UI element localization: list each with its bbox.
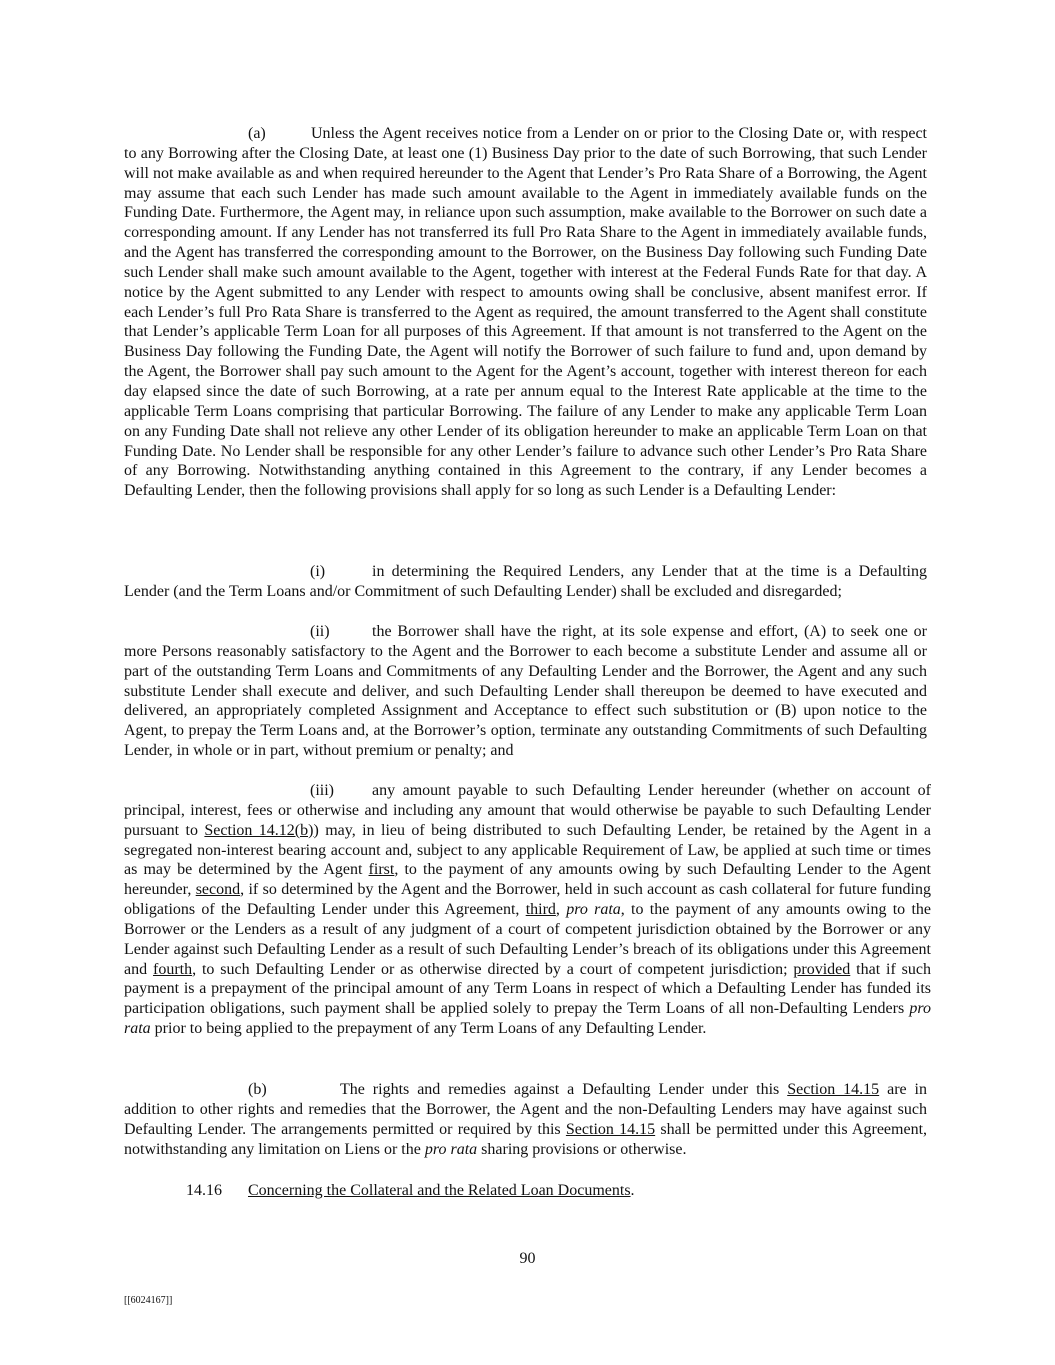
paragraph-iii bbox=[124, 781, 931, 1039]
paragraph-label: (a) bbox=[248, 125, 266, 142]
text: , bbox=[555, 901, 567, 919]
emphasis-second: second bbox=[195, 881, 241, 899]
text: are in addition to other rights and remedies that the Borrower, the Agent and the non-Defaulting Lenders may have against such Defaulting Lender. The arrangements permitted or required by this bbox=[124, 1081, 928, 1138]
text: , to the payment of any amounts owing to the Borrower or the Lenders as a result of any judgment of a court of competent jurisdiction obtained by the Borrower or any Lender against such Defaulting Lender as a result of such Defaulting Lender’s breach of its obligations under this Agreement and bbox=[124, 901, 932, 978]
section-title-period: . bbox=[630, 1182, 635, 1199]
section-reference: Section 14.15 bbox=[565, 1120, 656, 1138]
paragraph-text: the Borrower shall have the right, at its sole expense and effort, (A) to seek one or more Persons reasonably satisfactory to the Agent and the Borrower to each become a substitute Lender and assume all or part of the outstanding Term Loans and Commitments of any Defaulting Lender and the Borrower, the Agent and any such substitute Lender shall execute and deliver, and such Defaulting Lender shall thereupon be deemed to have executed and delivered, an appropriately completed Assignment and Acceptance to effect such substitution or (B) upon notice to the Agent, to prepay the Term Loans and, at the Borrower’s option, terminate any outstanding Commitments of such Defaulting Lender, in whole or in part, without premium or penalty; and bbox=[124, 623, 927, 760]
paragraph-label: (b) bbox=[248, 1081, 267, 1098]
emphasis-fourth: fourth bbox=[152, 960, 193, 978]
paragraph-b bbox=[124, 1080, 927, 1159]
text: , to the payment of any amounts owing by such Defaulting Lender to the Agent hereunder, bbox=[124, 861, 931, 899]
italic-pro-rata: pro rata bbox=[566, 901, 621, 919]
paragraph-text: Unless the Agent receives notice from a Lender on or prior to the Closing Date or, with respect to any Borrowing after the Closing Date, at least one (1) Business Day prior to the date of such Borrowing, that such Lender will not make available as and when required hereunder to the Agent that Lender’s Pro Rata Share of a Borrowing, the Agent may assume that each such Lender has made such amount available to the Agent in immediately available funds on the Funding Date. Furthermore, the Agent may, in reliance upon such assumption, make available to the Borrower on such date a corresponding amount. If any Lender has not transferred its full Pro Rata Share to the Agent in immediately available funds, and the Agent has transferred the corresponding amount to the Borrower, on the Business Day following such Funding Date such Lender shall make such amount available to the Agent, together with interest at the Federal Funds Rate for that day. A notice by the Agent submitted to any Lender with respect to amounts owing shall be conclusive, absent manifest error. If each Lender’s full Pro Rata Share is transferred to the Agent as required, the amount transferred to the Agent shall constitute that Lender’s applicable Term Loan for all purposes of this Agreement. If that amount is not transferred to the Agent on the Business Day following the Funding Date, the Agent will notify the Borrower of such failure to fund and, upon demand by the Agent, the Borrower shall pay such amount to the Agent for the Agent’s account, together with interest thereon for each day elapsed since the date of such Borrowing, at a rate per annum equal to the Interest Rate applicable at the time to the applicable Term Loans comprising that particular Borrowing. The failure of any Lender to make any applicable Term Loan on any Funding Date shall not relieve any other Lender of its obligation hereunder to make an applicable Term Loan on that Funding Date. No Lender shall be responsible for any other Lender’s failure to advance such other Lender’s Pro Rata Share of any Borrowing. Notwithstanding anything contained in this Agreement to the contrary, if any Lender becomes a Defaulting Lender, then the following provisions shall apply for so long as such Lender is a Defaulting Lender: bbox=[124, 125, 927, 500]
italic-pro-rata: pro rata bbox=[124, 1000, 931, 1038]
emphasis-first: first bbox=[368, 861, 395, 879]
section-title: Concerning the Collateral and the Related Loan Documents bbox=[248, 1182, 631, 1199]
text: ) may, in lieu of being distributed to such Defaulting Lender, be retained by the Agent in a segregated non-interest bearing account and, subject to any applicable Requirement of Law, be applied at such time or times as may be determined by the Agent bbox=[124, 821, 931, 879]
italic-pro-rata: pro rata bbox=[424, 1140, 478, 1158]
text: any amount payable to such Defaulting Lender hereunder (whether on account of principal, interest, fees or otherwise and including any amount that would otherwise be payable to such Defaulting Lender pursuant to bbox=[124, 782, 931, 839]
text: that if such payment is a prepayment of the principal amount of any Term Loans in respect of which a Defaulting Lender has funded its participation obligations, such payment shall be applied solely to prepay the Term Loans of all non-Defaulting Lenders bbox=[124, 960, 932, 1018]
text: The rights and remedies against a Defaulting Lender under this bbox=[340, 1081, 788, 1098]
paragraph-text: in determining the Required Lenders, any Lender that at the time is a Defaulting Lender (and the Term Loans and/or Commitment of such Defaulting Lender) shall be excluded and disregarded; bbox=[124, 563, 927, 600]
paragraph-ii bbox=[124, 622, 927, 761]
document-id: [[6024167]] bbox=[124, 1295, 173, 1306]
section-heading bbox=[186, 1181, 635, 1201]
section-reference: Section 14.15 bbox=[787, 1081, 880, 1098]
paragraph-i bbox=[124, 562, 927, 602]
page-number: 90 bbox=[519, 1250, 536, 1267]
text: , to such Defaulting Lender or as otherwise directed by a court of competent jurisdiction; bbox=[192, 960, 794, 978]
text: sharing provisions or otherwise. bbox=[477, 1140, 687, 1158]
text: , if so determined by the Agent and the Borrower, held in such account as cash collateral for future funding obligations of the Defaulting Lender under this Agreement, bbox=[124, 881, 931, 919]
paragraph-a bbox=[124, 124, 927, 501]
text: shall be permitted under this Agreement, notwithstanding any limitation on Liens or the bbox=[124, 1120, 928, 1158]
emphasis-provided: provided bbox=[793, 960, 851, 978]
text: prior to being applied to the prepayment of any Term Loans of any Defaulting Lender. bbox=[150, 1020, 707, 1038]
paragraph-label: (i) bbox=[310, 563, 326, 580]
section-number: 14.16 bbox=[186, 1182, 222, 1199]
section-reference: Section 14.12(b) bbox=[204, 821, 314, 839]
paragraph-label: (iii) bbox=[310, 782, 334, 799]
paragraph-label: (ii) bbox=[310, 623, 330, 640]
emphasis-third: third bbox=[525, 901, 556, 919]
